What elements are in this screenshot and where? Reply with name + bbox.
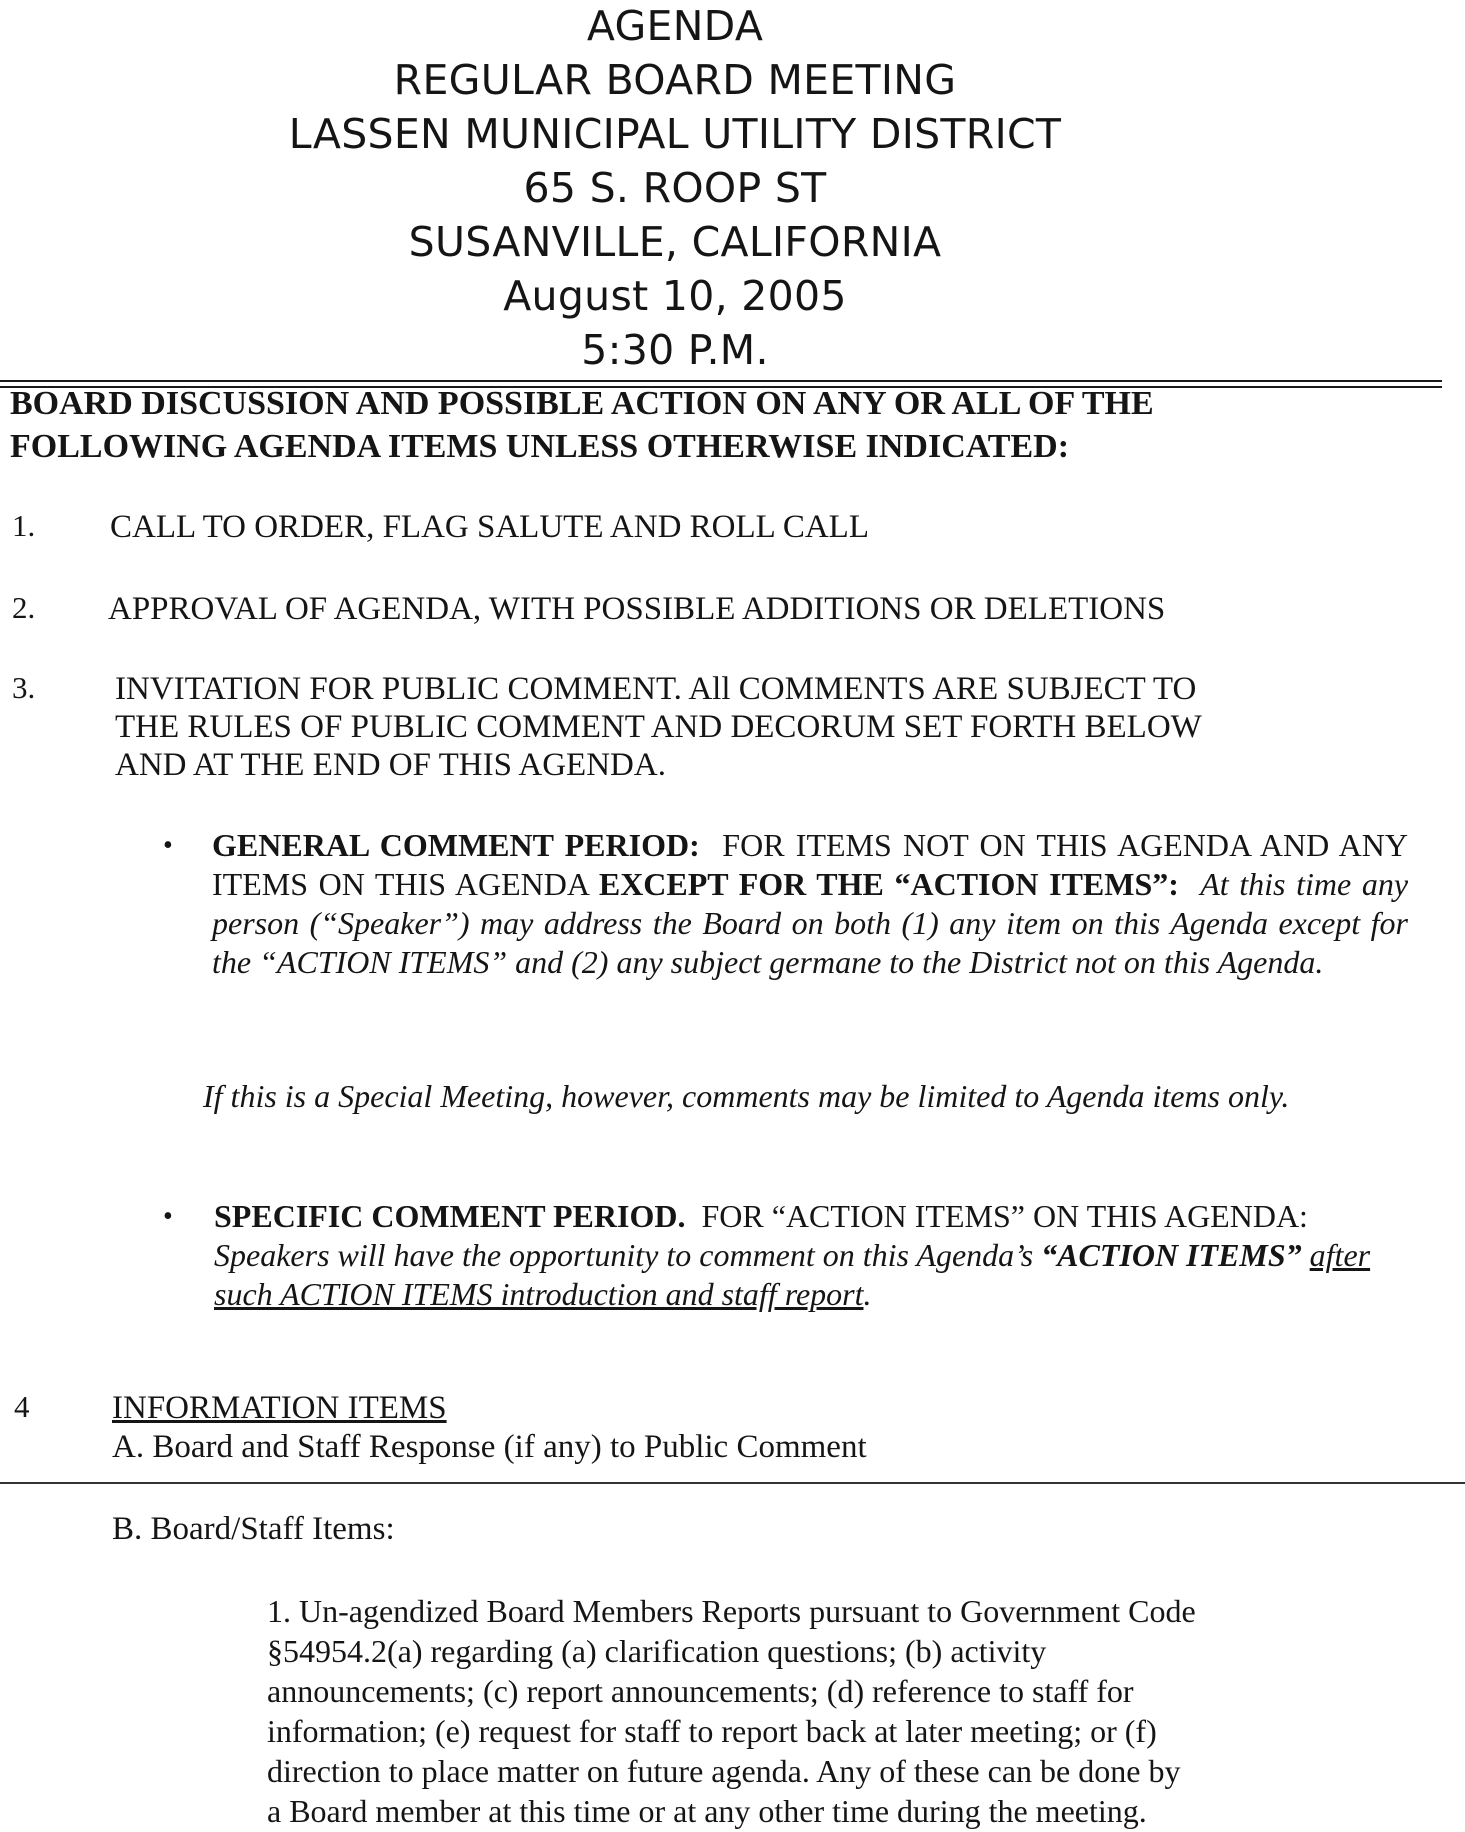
header-date: August 10, 2005: [503, 272, 847, 320]
general-comment-label: GENERAL COMMENT PERIOD:: [212, 827, 700, 863]
item-3-text: [115, 670, 1415, 784]
b1-line-2: §54954.2(a) regarding (a) clarification questions; (b) activity: [267, 1633, 1047, 1669]
specific-comment-end: .: [863, 1276, 872, 1312]
header-address: 65 S. ROOP ST: [523, 164, 827, 212]
header-city: SUSANVILLE, CALIFORNIA: [408, 218, 942, 266]
b1-line-1: 1. Un-agendized Board Members Reports pursuant to Government Code: [267, 1593, 1196, 1629]
general-comment-italic: At this time any person (“Speaker”) may address the Board on both (1) any item on this Agenda except for the “ACTION ITEMS” and (2) any subject germane to the District not on this Agenda.: [212, 866, 1409, 980]
item-4-number: 4: [14, 1389, 30, 1424]
specific-comment-label: SPECIFIC COMMENT PERIOD.: [214, 1198, 686, 1234]
specific-comment-underline: after such ACTION ITEMS introduction and staff report: [214, 1237, 1371, 1312]
intro-line-2: FOLLOWING AGENDA ITEMS UNLESS OTHERWISE INDICATED:: [10, 428, 1070, 465]
agenda-header: [0, 0, 1350, 378]
general-comment-except: EXCEPT FOR THE “ACTION ITEMS”:: [598, 866, 1179, 902]
general-comment-bullet: •: [163, 830, 173, 861]
b1-line-3: announcements; (c) report announcements; (d) reference to staff for: [267, 1673, 1134, 1709]
item-1-number: 1.: [12, 508, 36, 543]
header-time: 5:30 P.M.: [581, 326, 769, 374]
item-2-text: APPROVAL OF AGENDA, WITH POSSIBLE ADDITIONS OR DELETIONS: [108, 591, 1166, 627]
general-comment-paragraph: [212, 826, 1408, 982]
section-divider: [0, 1482, 1465, 1484]
item-1-text: CALL TO ORDER, FLAG SALUTE AND ROLL CALL: [110, 509, 869, 545]
specific-comment-action-items: “ACTION ITEMS”: [1041, 1237, 1302, 1273]
item-3-line-2: THE RULES OF PUBLIC COMMENT AND DECORUM SET FORTH BELOW: [115, 709, 1202, 745]
b1-line-4: information; (e) request for staff to report back at later meeting; or (f): [267, 1713, 1157, 1749]
item-2-number: 2.: [12, 590, 36, 625]
header-meeting-type: REGULAR BOARD MEETING: [393, 56, 957, 104]
general-comment-text: FOR ITEMS NOT ON THIS AGENDA AND ANY ITEMS ON THIS AGENDA: [212, 827, 1409, 902]
intro-line-1: BOARD DISCUSSION AND POSSIBLE ACTION ON ANY OR ALL OF THE: [10, 385, 1154, 422]
specific-comment-paragraph: [214, 1197, 1414, 1314]
header-organization: LASSEN MUNICIPAL UTILITY DISTRICT: [288, 110, 1062, 158]
item-3-number: 3.: [12, 670, 36, 705]
special-meeting-note: [203, 1077, 1373, 1116]
item-3-line-3: AND AT THE END OF THIS AGENDA.: [115, 747, 666, 783]
specific-comment-text: FOR “ACTION ITEMS” ON THIS AGENDA:: [701, 1198, 1308, 1234]
specific-comment-bullet: •: [163, 1201, 173, 1232]
item-3-line-1: INVITATION FOR PUBLIC COMMENT. All COMMENTS ARE SUBJECT TO: [115, 671, 1197, 707]
specific-comment-italic: Speakers will have the opportunity to comment on this Agenda’s: [214, 1237, 1034, 1273]
b1-line-6: a Board member at this time or at any other time during the meeting.: [267, 1793, 1147, 1829]
information-item-a: A. Board and Staff Response (if any) to Public Comment: [112, 1429, 867, 1465]
information-item-b: B. Board/Staff Items:: [112, 1511, 395, 1547]
board-staff-item-1: [267, 1591, 1457, 1831]
special-meeting-text: If this is a Special Meeting, however, comments may be limited to Agenda items only.: [203, 1078, 1290, 1114]
header-title: AGENDA: [586, 2, 764, 50]
intro-statement: [10, 382, 1450, 468]
b1-line-5: direction to place matter on future agenda. Any of these can be done by: [267, 1753, 1181, 1789]
information-items-title: INFORMATION ITEMS: [112, 1390, 447, 1426]
